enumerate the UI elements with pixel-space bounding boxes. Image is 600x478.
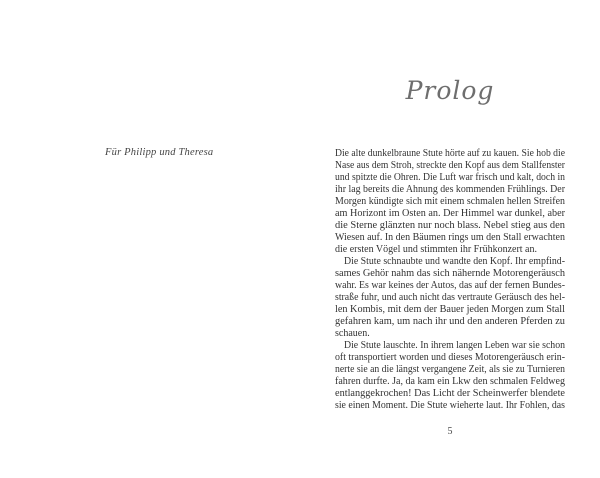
body-line: sie einen Moment. Die Stute wieherte laut. Ihr Fohlen, das: [335, 400, 565, 411]
body-line: schauen.: [335, 328, 370, 339]
body-line: entlanggekrochen! Das Licht der Scheinwerfer blendete: [335, 388, 565, 399]
body-line: nerte sie an die längst vergangene Zeit, als sie zu Turnieren: [335, 364, 565, 375]
body-line: Die Stute lauschte. In ihrem langen Leben war sie schon: [344, 340, 565, 351]
body-line: oft transportiert worden und dieses Motorengeräusch erin-: [335, 352, 565, 363]
body-line: ihr lag bereits die Ahnung des kommenden Frühlings. Der: [335, 184, 565, 195]
body-line: und spitzte die Ohren. Die Luft war frisch und kalt, doch in: [335, 172, 565, 183]
body-line: sames Gehör nahm das sich nähernde Motorengeräusch: [335, 268, 565, 279]
chapter-heading: Prolog: [405, 76, 495, 105]
right-page: [300, 0, 600, 478]
body-text: [335, 148, 565, 412]
body-line: len Kombis, mit dem der Bauer jeden Morgen zum Stall: [335, 304, 565, 315]
body-line: Morgen kündigte sich mit einem schmalen hellen Streifen: [335, 196, 565, 207]
body-line: fahren durfte. Ja, da kam ein Lkw den schmalen Feldweg: [335, 376, 565, 387]
body-line: Wiesen auf. In den Bäumen rings um den Stall erwachten: [335, 232, 565, 243]
body-line: wahr. Es war keines der Autos, das auf der fernen Bundes-: [335, 280, 565, 291]
page-number: 5: [447, 426, 453, 437]
body-line: Die Stute schnaubte und wandte den Kopf. Ihr empfind-: [344, 256, 565, 267]
dedication-text: Für Philipp und Theresa: [105, 147, 214, 158]
body-line: am Horizont im Osten an. Der Himmel war dunkel, aber: [335, 208, 565, 219]
body-line: gefahren kam, um nach ihr und den anderen Pferden zu: [335, 316, 565, 327]
body-line: die ersten Vögel und stimmten ihr Frühkonzert an.: [335, 244, 537, 255]
body-line: straße fuhr, und auch nicht das vertraute Geräusch des hel-: [335, 292, 565, 303]
body-line: Die alte dunkelbraune Stute hörte auf zu kauen. Sie hob die: [335, 148, 565, 159]
body-line: die Sterne glänzten nur noch blass. Nebel stieg aus den: [335, 220, 565, 231]
body-line: Nase aus dem Stroh, streckte den Kopf aus dem Stallfenster: [335, 160, 565, 171]
